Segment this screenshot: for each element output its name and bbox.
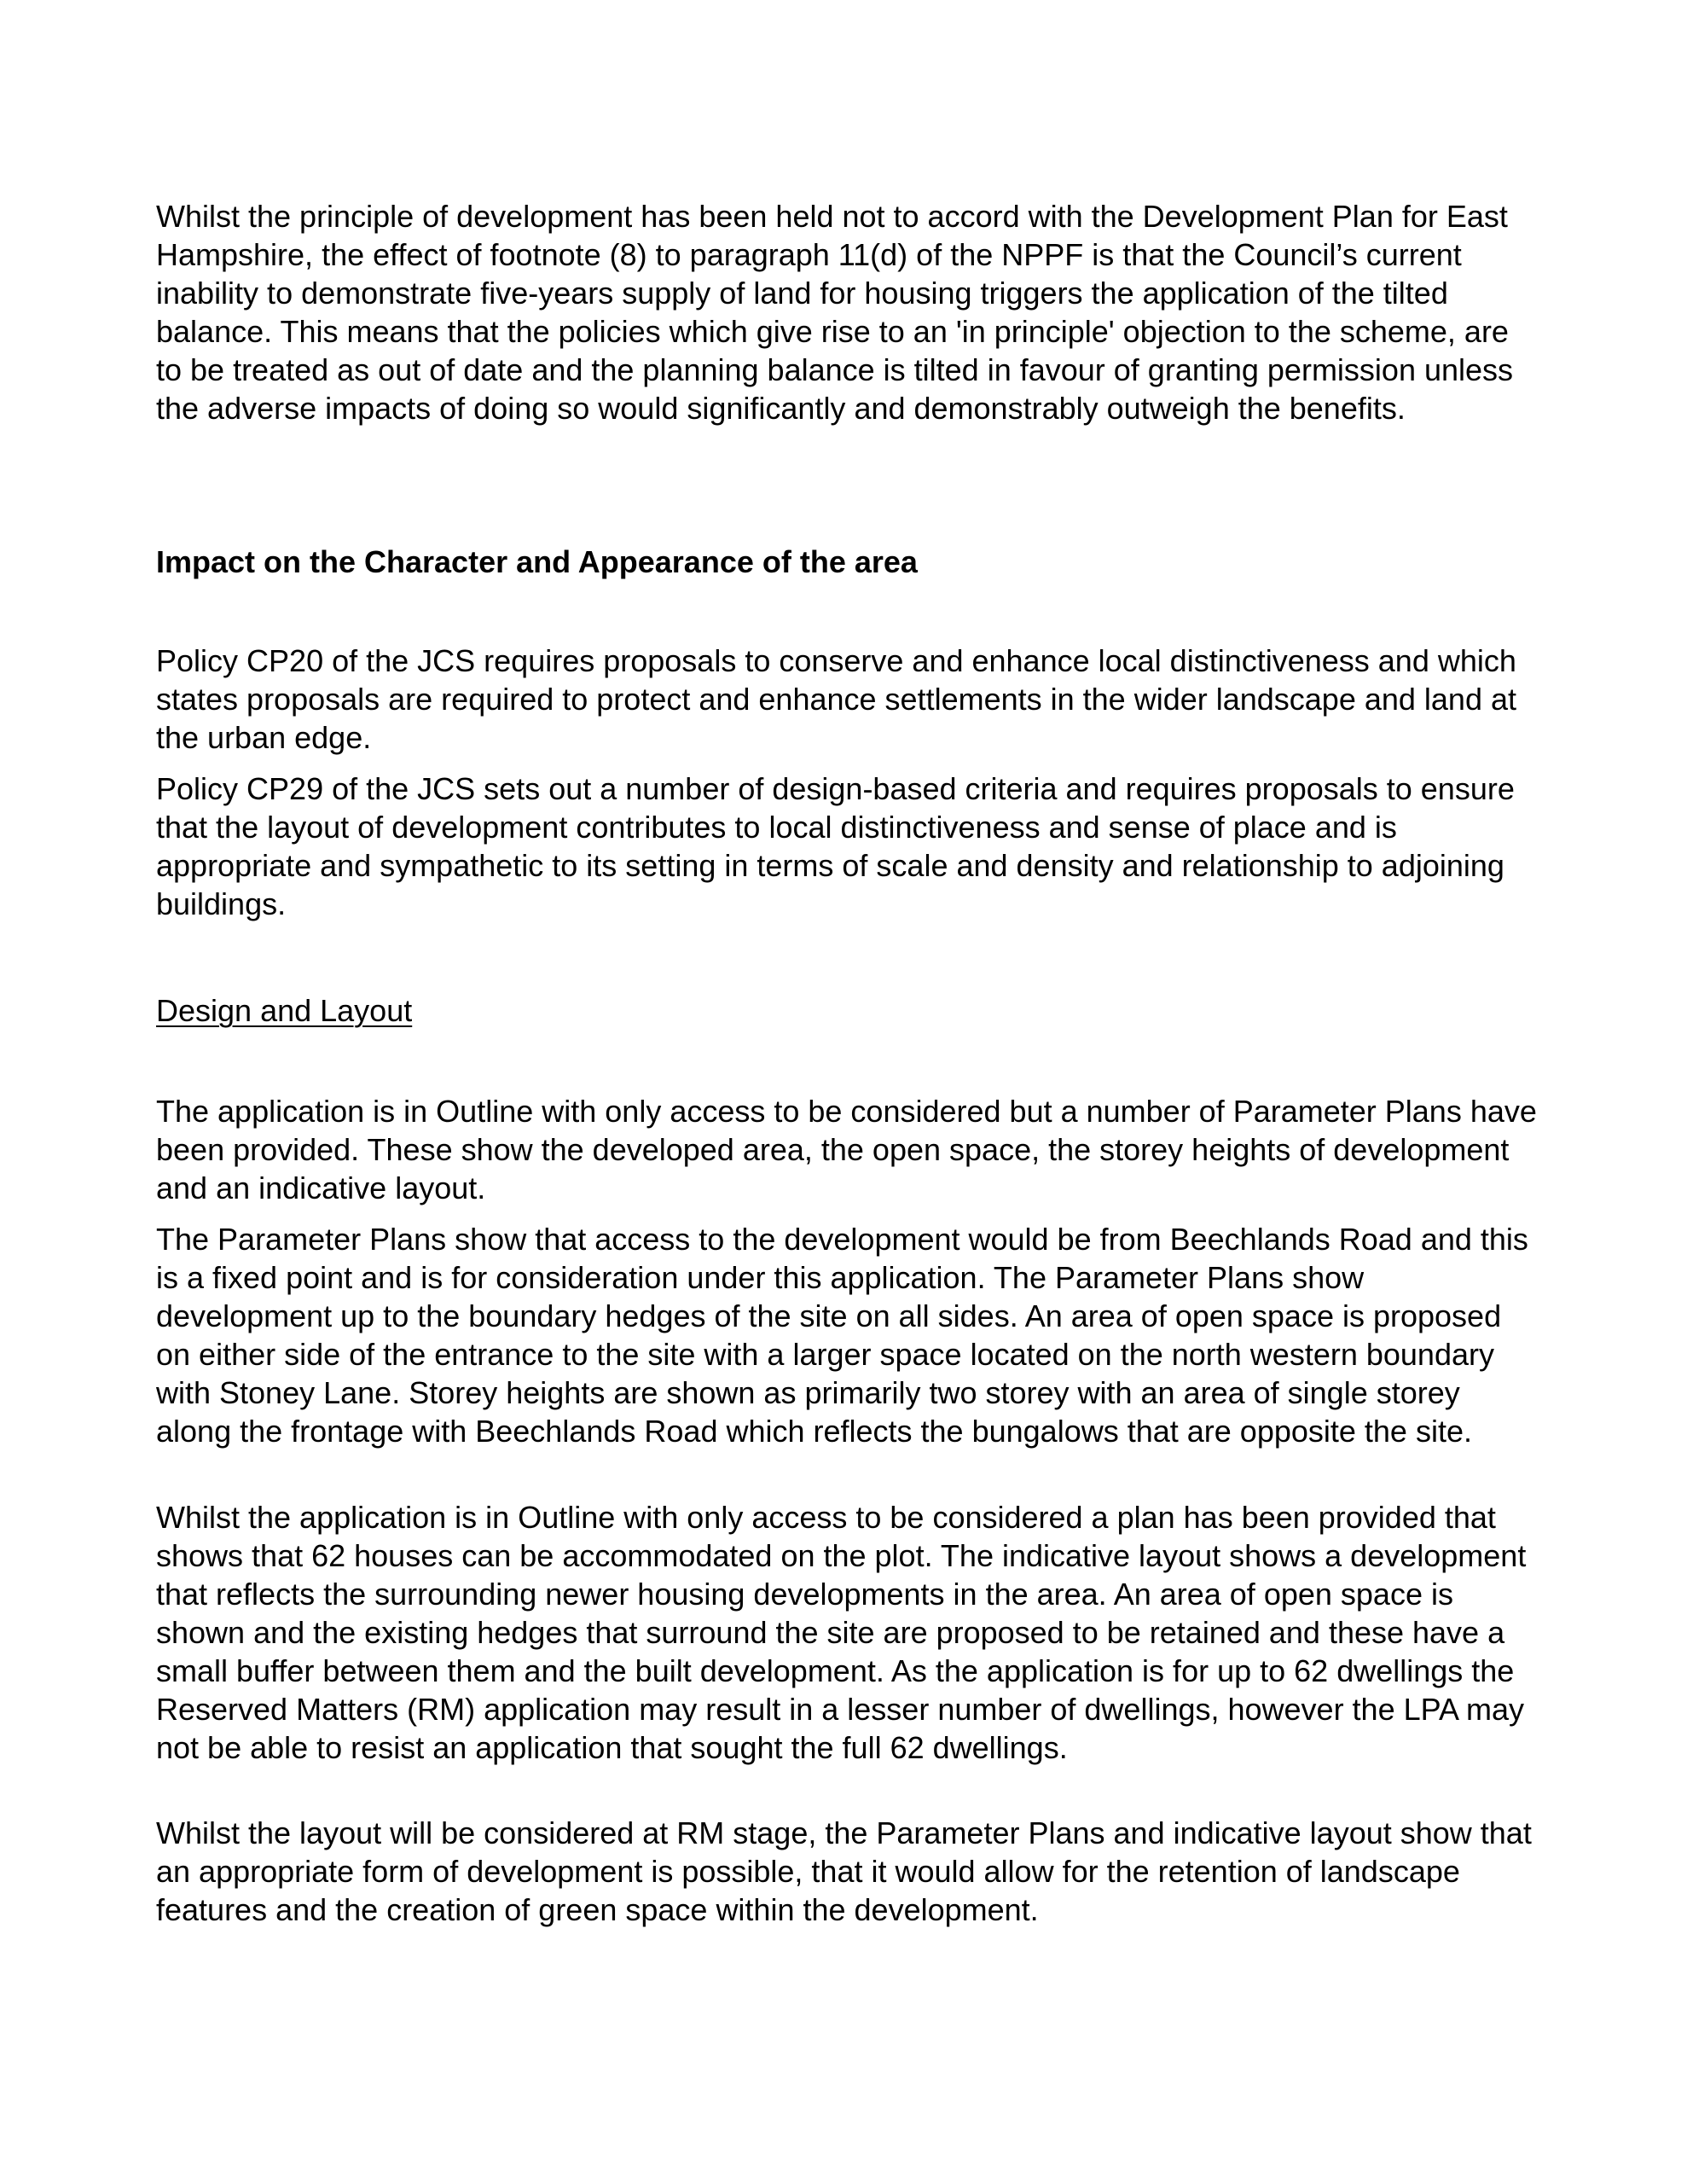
paragraph-policy-cp20: Policy CP20 of the JCS requires proposals to conserve and enhance local distinctiveness and which states proposals are required to protect and enhance settlements in the wider landscape and land at the urban edge. — [156, 643, 1517, 755]
paragraph-rm-stage: Whilst the layout will be considered at RM stage, the Parameter Plans and indicative layout show that an appropriate form of development is possible, that it would allow for the retention of landscape features and the creation of green space within the development. — [156, 1815, 1532, 1927]
paragraph-outline-application: The application is in Outline with only access to be considered but a number of Parameter Plans have been provided. These show the developed area, the open space, the storey heights of development and an indicative layout. — [156, 1094, 1537, 1205]
paragraph-parameter-plans: The Parameter Plans show that access to the development would be from Beechlands Road and this is a fixed point and is for consideration under this application. The Parameter Plans show development up to the boundary hedges of the site on all sides. An area of open space is proposed on either side of the entrance to the site with a larger space located on the north western boundary with Stoney Lane. Storey heights are shown as primarily two storey with an area of single storey along the frontage with Beechlands Road which reflects the bungalows that are opposite the site. — [156, 1222, 1528, 1449]
paragraph-policy-cp29: Policy CP29 of the JCS sets out a number of design-based criteria and requires proposals to ensure that the layout of development contributes to local distinctiveness and sense of place and is appropriate and sympathetic to its setting in terms of scale and density and relationship to adjoining buildings. — [156, 771, 1515, 921]
subheading-design-layout: Design and Layout — [156, 993, 413, 1028]
paragraph-indicative-layout: Whilst the application is in Outline with only access to be considered a plan has been provided that shows that 62 houses can be accommodated on the plot. The indicative layout shows a development that reflects the surrounding newer housing developments in the area. An area of open space is shown and the existing hedges that surround the site are proposed to be retained and these have a small buffer between them and the built development. As the application is for up to 62 dwellings the Reserved Matters (RM) application may result in a lesser number of dwellings, however the LPA may not be able to resist an application that sought the full 62 dwellings. — [156, 1500, 1527, 1765]
section-heading-character-appearance: Impact on the Character and Appearance of the area — [156, 544, 918, 579]
paragraph-tilted-balance: Whilst the principle of development has been held not to accord with the Development Plan for East Hampshire, the effect of footnote (8) to paragraph 11(d) of the NPPF is that the Council’s current inability to demonstrate five-years supply of land for housing triggers the application of the tilted balance. This means that the policies which give rise to an 'in principle' objection to the scheme, are to be treated as out of date and the planning balance is tilted in favour of granting permission unless the adverse impacts of doing so would significantly and demonstrably outweigh the benefits. — [156, 199, 1514, 426]
